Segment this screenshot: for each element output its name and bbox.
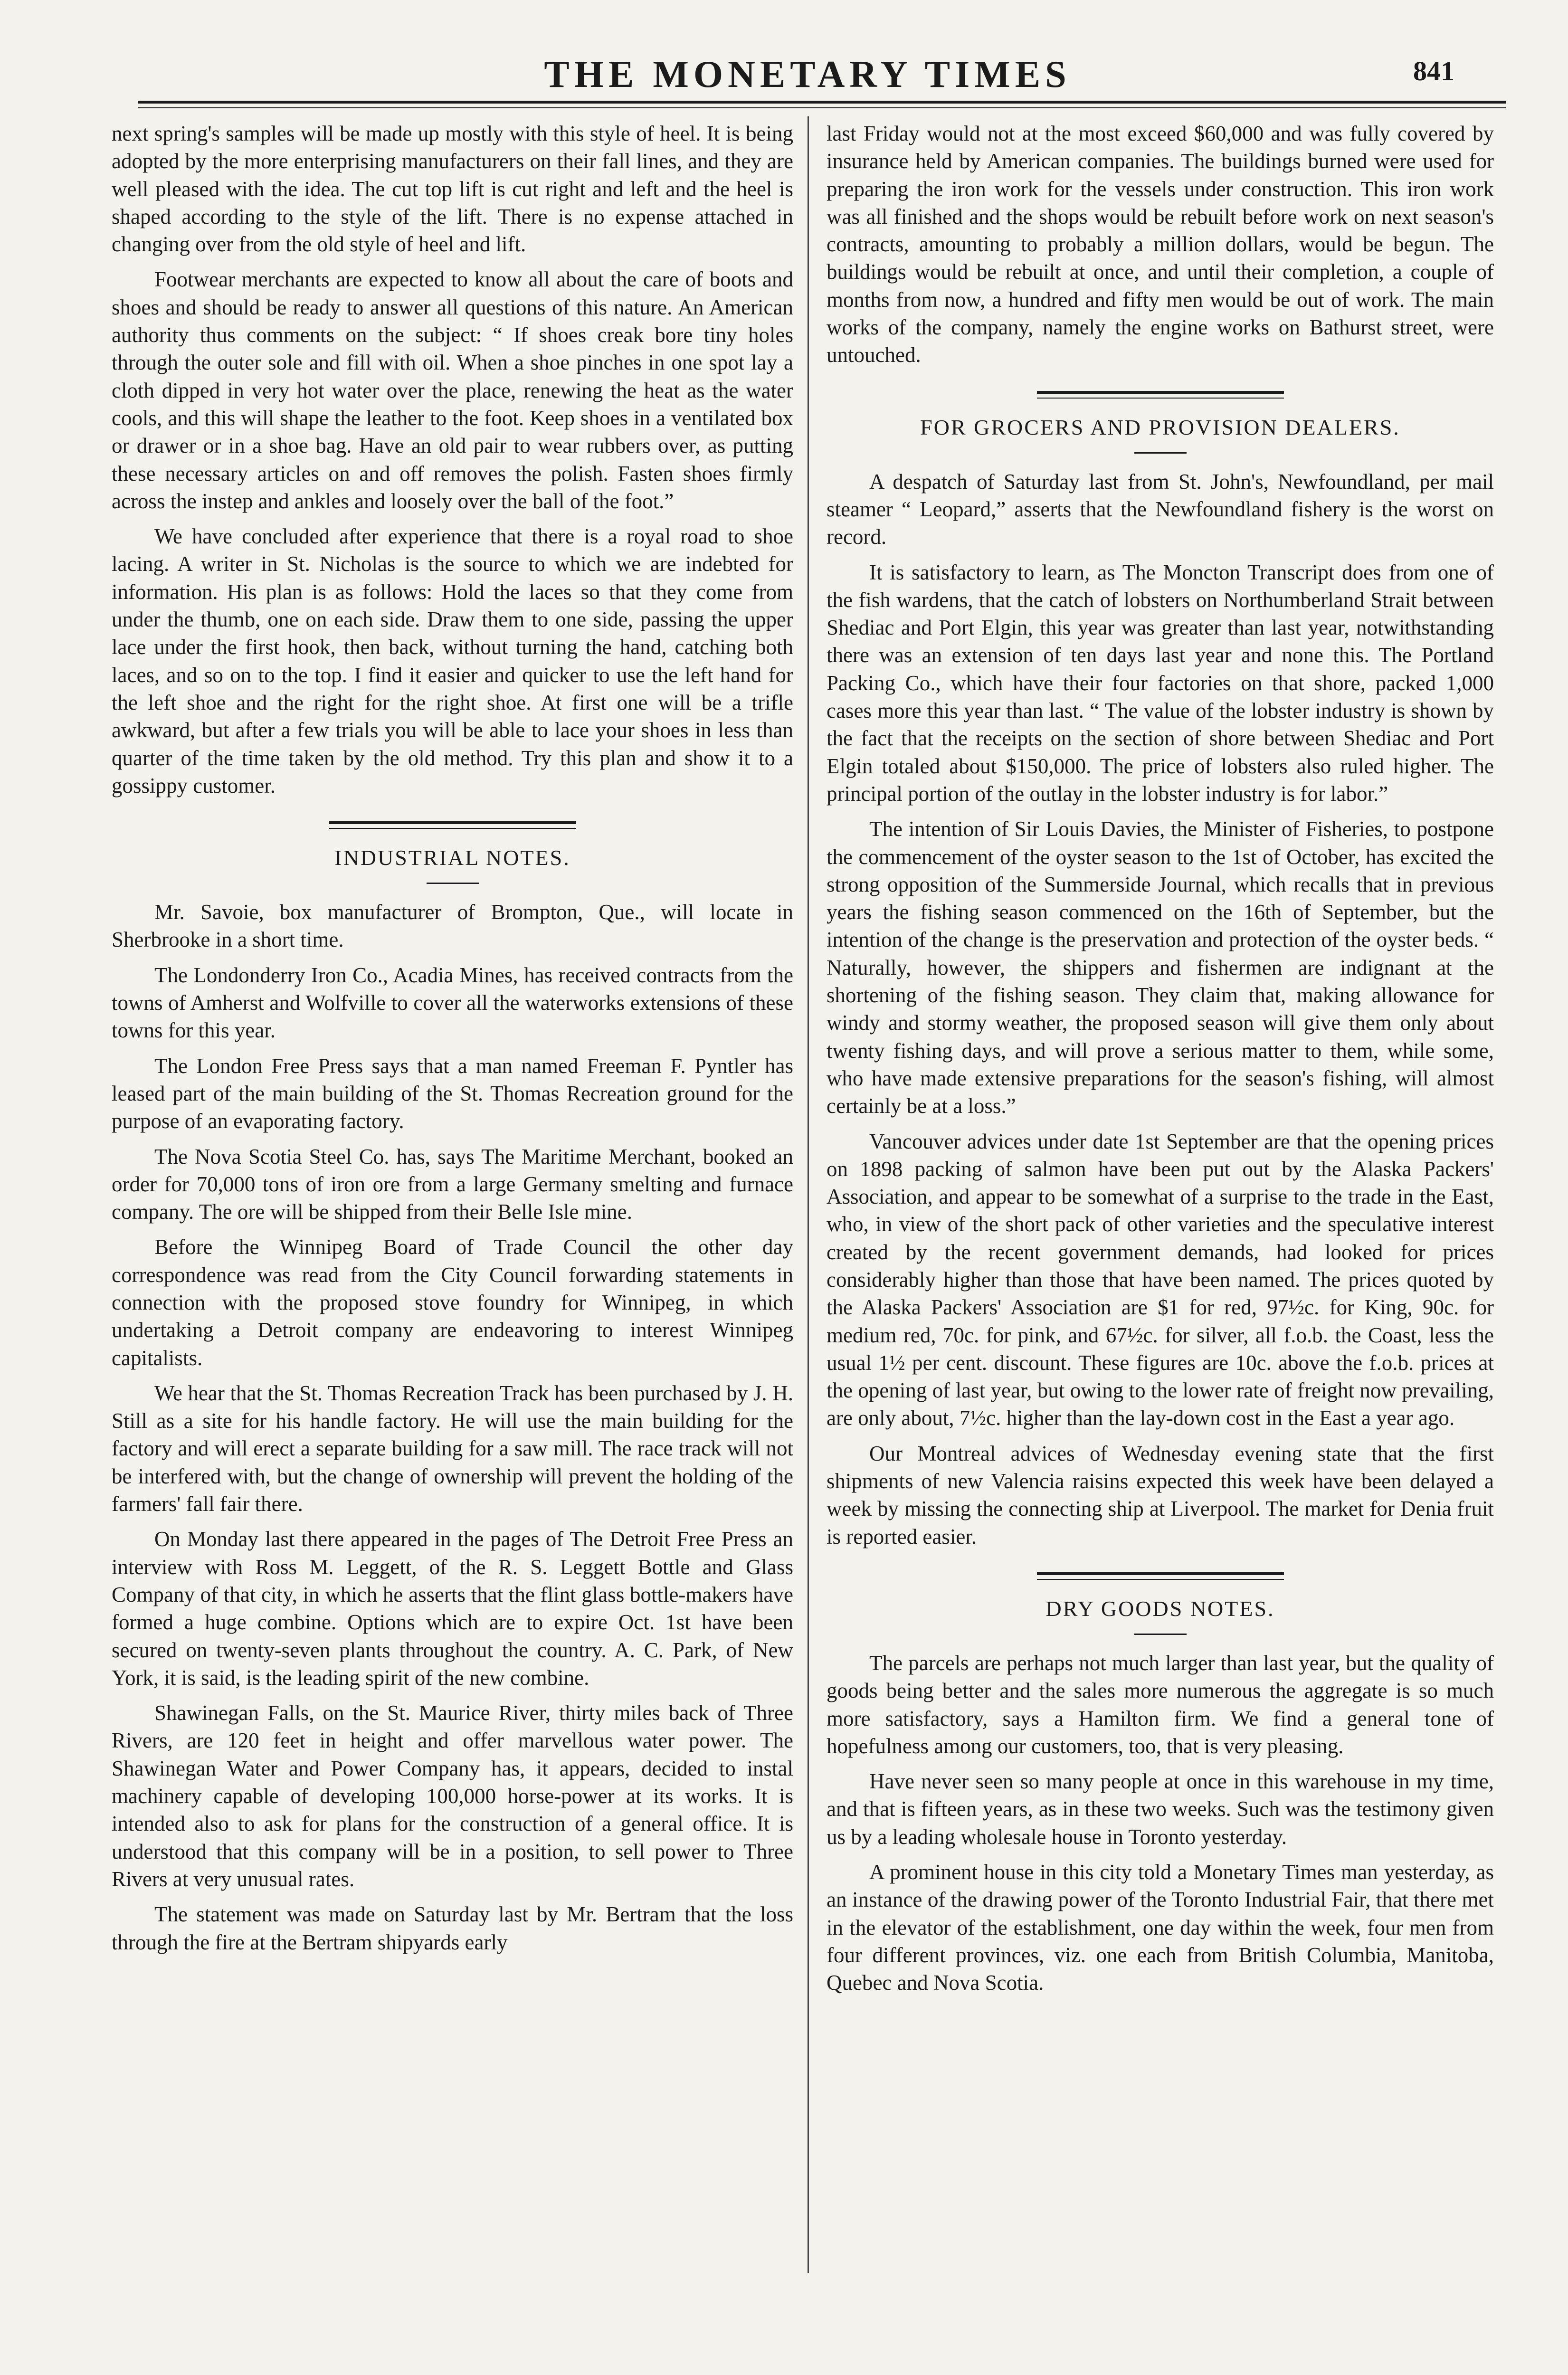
section-dash (1134, 452, 1187, 454)
note-paragraph: We hear that the St. Thomas Recreation Track has been purchased by J. H. Still as a site for his handle factory. He will use the main building for the factory and will erect a separate building for a saw mill. The race track will not be interfered with, but the change of ownership will prevent the holding of the farmers' fall fair there. (112, 1381, 793, 1516)
note-paragraph: Before the Winnipeg Board of Trade Council the other day correspondence was read from the City Council forwarding statements in connection with the proposed stove foundry for Winnipeg, in which undertaking a Detroit company are endeavoring to interest Winnipeg capitalists. (112, 1235, 793, 1370)
article-paragraph: last Friday would not at the most exceed $60,000 and was fully covered by insurance held by American companies. The buildings burned were used for preparing the iron work for the vessels under construction. This iron work was all finished and the shops would be rebuilt before work on next season's contracts, amounting to probably a million dollars, would be begun. The buildings would be rebuilt at once, and until their completion, a couple of months from now, a hundred and fifty men would be out of work. The main works of the company, namely the engine works on Bathurst street, were untouched. (827, 122, 1494, 367)
header-rule (138, 101, 1506, 104)
section-rule-thin (1037, 398, 1284, 399)
article-paragraph: We have concluded after experience that there is a royal road to shoe lacing. A writer in St. Nicholas is the source to which we are indebted for information. His plan is as follows: Hold the laces so that they come from under the thumb, one on each side. Draw them to one side, passing the upper lace under the first hook, then back, without turning the hand, catching both laces, and so on to the top. I find it easier and quicker to use the left hand for the left shoe and the right for the right shoe. At first one will be a trifle awkward, but after a few trials you will be able to lace your shoes in less than quarter of the time taken by the old method. Try this plan and show it to a gossippy customer. (112, 524, 793, 798)
note-paragraph: The London Free Press says that a man named Freeman F. Pyntler has leased part of the main building of the St. Thomas Recreation ground for the purpose of an evaporating factory. (112, 1054, 793, 1133)
note-paragraph: A prominent house in this city told a Monetary Times man yesterday, as an instance of the drawing power of the Toronto Industrial Fair, that there met in the elevator of the establishment, one day within the week, four men from four different provinces, viz. one each from British Columbia, Manitoba, Quebec and Nova Scotia. (827, 1860, 1494, 1995)
section-title: DRY GOODS NOTES. (1045, 1596, 1275, 1621)
section-dash (427, 883, 479, 884)
masthead-title: THE MONETARY TIMES (544, 54, 1071, 95)
section-header-dry-goods (827, 1572, 1494, 1635)
note-paragraph: On Monday last there appeared in the pages of The Detroit Free Press an interview with Ross M. Leggett, of the R. S. Leggett Bottle and Glass Company of that city, in which he asserts that the flint glass bottle-makers have formed a huge combine. Options which are to expire Oct. 1st have been secured on twenty-seven plants throughout the country. A. C. Park, of New York, it is said, is the leading spirit of the new combine. (112, 1527, 793, 1690)
article-paragraph: Footwear merchants are expected to know all about the care of boots and shoes and should be ready to answer all questions of this nature. An American authority thus comments on the subject: “ If shoes creak bore tiny holes through the outer sole and fill with oil. When a shoe pinches in one spot lay a cloth dipped in very hot water over the place, renewing the heat as the water cools, and this will shape the leather to the foot. Keep shoes in a ventilated box or drawer or in a shoe bag. Have an old pair to wear rubbers over, as putting these necessary articles on and off removes the polish. Fasten shoes firmly across the instep and ankles and loosely over the ball of the foot.” (112, 267, 793, 513)
section-title: INDUSTRIAL NOTES. (334, 846, 570, 870)
section-rule-thin (1037, 1579, 1284, 1580)
note-paragraph: Mr. Savoie, box manufacturer of Brompton, Que., will locate in Sherbrooke in a short time. (112, 900, 793, 952)
note-paragraph: Vancouver advices under date 1st September are that the opening prices on 1898 packing of salmon have been put out by the Alaska Packers' Association, and appear to be somewhat of a surprise to the trade in the East, who, in view of the short pack of other varieties and the speculative interest created by the recent government demands, had looked for prices considerably higher than those that have been named. The prices quoted by the Alaska Packers' Association are $1 for red, 97½c. for King, 90c. for medium red, 70c. for pink, and 67½c. for silver, all f.o.b. the Coast, less the usual 1½ per cent. discount. These figures are 10c. above the f.o.b. prices at the opening of last year, but owing to the lower rate of freight now prevailing, are only about, 7½c. higher than the lay-down cost in the East a year ago. (827, 1129, 1494, 1430)
note-paragraph: The intention of Sir Louis Davies, the Minister of Fisheries, to postpone the commencement of the oyster season to the 1st of October, has excited the strong opposition of the Summerside Journal, which recalls that in previous years the fishing season commenced on the 16th of September, but the intention of the change is the preservation and protection of the oyster beds. “ Naturally, however, the shippers and fishermen are indignant at the shortening of the fishing season. They claim that, making allowance for windy and stormy weather, the proposed season will give them only about twenty fishing days, and will prove a serious matter to them, while some, who have made extensive preparations for the season's fishing, will almost certainly be at a loss.” (827, 817, 1494, 1118)
article-paragraph: next spring's samples will be made up mostly with this style of heel. It is being adopted by the more enterprising manufacturers on their fall lines, and they are well pleased with the idea. The cut top lift is cut right and left and the heel is shaped according to the style of the lift. There is no expense attached in changing over from the old style of heel and lift. (112, 122, 793, 256)
section-rule (329, 821, 576, 824)
page-number: 841 (1413, 56, 1454, 86)
note-paragraph: Have never seen so many people at once in this warehouse in my time, and that is fifteen years, as in these two weeks. Such was the testimony given us by a leading wholesale house in Toronto yesterday. (827, 1769, 1494, 1849)
section-title: FOR GROCERS AND PROVISION DEALERS. (920, 415, 1400, 439)
section-header-industrial-notes (112, 821, 793, 884)
note-paragraph: The Londonderry Iron Co., Acadia Mines, has received contracts from the towns of Amherst and Wolfville to cover all the waterworks extensions of these towns for this year. (112, 963, 793, 1043)
section-rule-thin (329, 828, 576, 829)
column-divider (808, 116, 809, 2273)
section-rule (1037, 1572, 1284, 1575)
note-paragraph: The Nova Scotia Steel Co. has, says The Maritime Merchant, booked an order for 70,000 tons of iron ore from a large Germany smelting and furnace company. The ore will be shipped from their Belle Isle mine. (112, 1144, 793, 1224)
note-paragraph: Our Montreal advices of Wednesday evening state that the first shipments of new Valencia raisins expected this week have been delayed a week by missing the connecting ship at Liverpool. The market for Denia fruit is reported easier. (827, 1441, 1494, 1548)
right-column (827, 120, 1494, 2004)
left-column (112, 120, 793, 1964)
note-paragraph: The statement was made on Saturday last by Mr. Bertram that the loss through the fire at the Bertram shipyards early (112, 1902, 793, 1954)
section-header-grocers (827, 391, 1494, 454)
note-paragraph: It is satisfactory to learn, as The Moncton Transcript does from one of the fish wardens, that the catch of lobsters on Northumberland Strait between Shediac and Port Elgin, this year was greater than last year, notwithstanding there was an extension of ten days last year and none this. The Portland Packing Co., which have their four factories on that shore, packed 1,000 cases more this year than last. “ The value of the lobster industry is shown by the fact that the receipts on the section of shore between Shediac and Port Elgin totaled about $150,000. The price of lobsters also ruled higher. The principal portion of the outlay in the lobster industry is for labor.” (827, 560, 1494, 806)
note-paragraph: A despatch of Saturday last from St. John's, Newfoundland, per mail steamer “ Leopard,” asserts that the Newfoundland fishery is the worst on record. (827, 469, 1494, 549)
note-paragraph: Shawinegan Falls, on the St. Maurice River, thirty miles back of Three Rivers, are 120 feet in height and offer marvellous water power. The Shawinegan Water and Power Company has, it appears, decided to instal machinery capable of developing 100,000 horse-power at its works. It is intended also to ask for plans for the construction of a general office. It is understood that this company will be in a position, to sell power to Three Rivers at very unusual rates. (112, 1701, 793, 1891)
section-dash (1134, 1634, 1187, 1635)
note-paragraph: The parcels are perhaps not much larger than last year, but the quality of goods being better and the sales more numerous the aggregate is so much more satisfactory, says a Hamilton firm. We find a general tone of hopefulness among our customers, too, that is very pleasing. (827, 1651, 1494, 1758)
section-rule (1037, 391, 1284, 394)
header-rule-thin (138, 107, 1506, 108)
